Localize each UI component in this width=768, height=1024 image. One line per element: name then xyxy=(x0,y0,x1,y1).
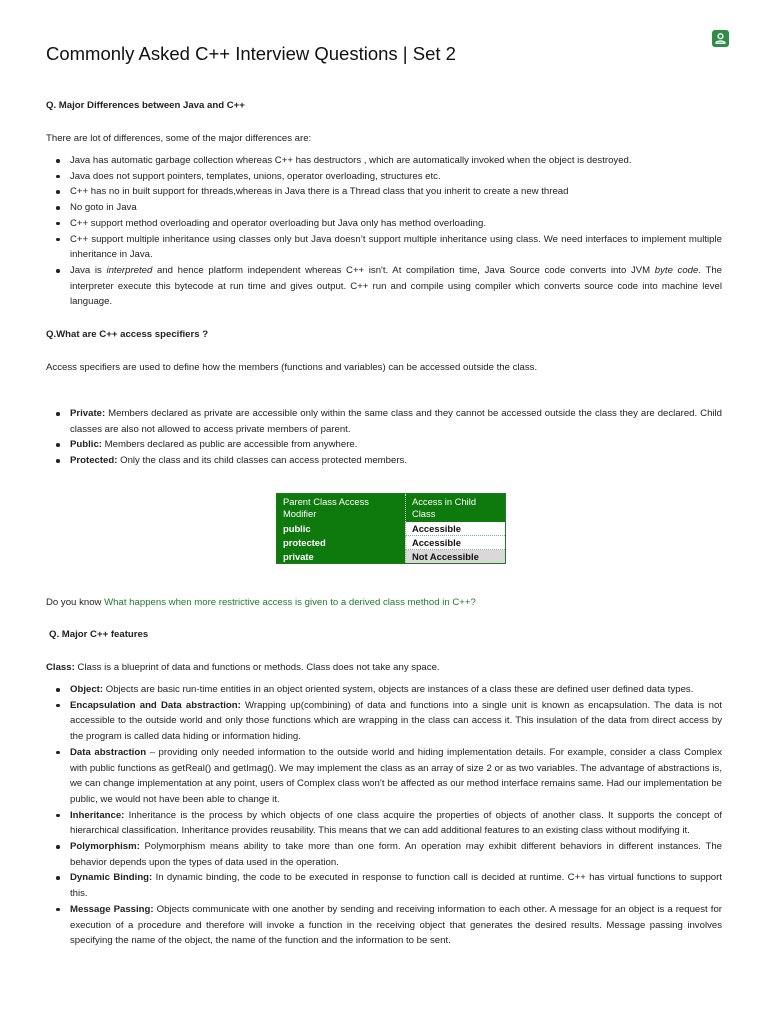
question-java-vs-cpp: Q. Major Differences between Java and C++ xyxy=(46,100,245,111)
class-definition: Class: Class is a blueprint of data and functions or methods. Class does not take any space. xyxy=(46,662,440,673)
access-modifier-table xyxy=(276,493,506,564)
list-item: Object: Objects are basic run-time entities in an object oriented system, objects are instances of a class these are defined user defined data types. xyxy=(70,682,722,698)
list-item: C++ support method overloading and operator overloading but Java only has method overloading. xyxy=(70,216,722,232)
do-you-know-line: Do you know What happens when more restrictive access is given to a derived class method in C++? xyxy=(46,597,476,608)
table-header: Parent Class Access Modifier xyxy=(277,494,406,523)
intro-text: There are lot of differences, some of the major differences are: xyxy=(46,133,312,144)
question-access-specifiers: Q.What are C++ access specifiers ? xyxy=(46,329,209,340)
features-list xyxy=(46,682,722,949)
table-cell: Accessible xyxy=(405,522,505,536)
list-item: Java has automatic garbage collection whereas C++ has destructors , which are automatically invoked when the object is destroyed. xyxy=(70,153,722,169)
list-item: C++ support multiple inheritance using classes only but Java doesn’t support multiple inheritance using class. We need interfaces to implement multiple inheritance in Java. xyxy=(70,232,722,263)
list-item: Java is interpreted and hence platform independent whereas C++ isn't. At compilation time, Java Source code converts into JVM byte code. The interpreter execute this bytecode at run time and gives output. C++ run and compile using compiler which converts source code into machine level language. xyxy=(70,263,722,310)
table-cell: public xyxy=(277,522,406,536)
list-item: C++ has no in built support for threads,whereas in Java there is a Thread class that you inherit to create a new thread xyxy=(70,184,722,200)
list-item: Dynamic Binding: In dynamic binding, the code to be executed in response to function call is decided at runtime. C++ has virtual functions to support this. xyxy=(70,870,722,901)
list-item: Public: Members declared as public are accessible from anywhere. xyxy=(70,437,722,453)
list-item: Polymorphism: Polymorphism means ability to take more than one form. An operation may exhibit different behaviors in different instances. The behavior depends upon the types of data used in the operation. xyxy=(70,839,722,870)
list-item: Encapsulation and Data abstraction: Wrapping up(combining) of data and functions into a single unit is known as encapsulation. The data is not accessible to the outside world and only those functions which are wrapping in the class can access it. This insulation of the data from direct access by the program is called data hiding or information hiding. xyxy=(70,698,722,745)
list-item: Inheritance: Inheritance is the process by which objects of one class acquire the properties of objects of another class. It supports the concept of hierarchical classification. Inheritance provides reusability. This means that we can add additional features to an existing class without modifying it. xyxy=(70,808,722,839)
related-article-link[interactable]: What happens when more restrictive access is given to a derived class method in C++? xyxy=(104,597,476,608)
page-title: Commonly Asked C++ Interview Questions | Set 2 xyxy=(46,43,456,64)
list-item: Data abstraction – providing only needed information to the outside world and hiding implementation details. For example, consider a class Complex with public functions as getReal() and getImag(). We may implement the class as an array of size 2 or as two variables. The advantage of abstractions is, we can change implementation at any point, users of Complex class won’t be affected as our method interface remains same. Had our implementation be public, we would not have been able to change it. xyxy=(70,745,722,808)
table-row xyxy=(277,550,506,564)
list-item: No goto in Java xyxy=(70,200,722,216)
table-cell: private xyxy=(277,550,406,564)
account-icon[interactable] xyxy=(712,30,729,47)
list-item: Message Passing: Objects communicate with one another by sending and receiving information to each other. A message for an object is a request for execution of a procedure and therefore will invoke a function in the receiving object that generates the desired results. Message passing involves specifying the name of the object, the name of the function and the information to be sent. xyxy=(70,902,722,949)
table-cell: protected xyxy=(277,536,406,550)
table-row xyxy=(277,536,506,550)
access-specifiers-list xyxy=(46,406,722,469)
list-item: Java does not support pointers, templates, unions, operator overloading, structures etc. xyxy=(70,169,722,185)
list-item: Private: Members declared as private are accessible only within the same class and they cannot be accessed outside the class they are declared. Child classes are also not allowed to access private members of parent. xyxy=(70,406,722,437)
table-row xyxy=(277,522,506,536)
intro-text: Access specifiers are used to define how the members (functions and variables) can be accessed outside the class. xyxy=(46,362,538,373)
question-cpp-features: Q. Major C++ features xyxy=(49,629,149,640)
table-cell: Not Accessible xyxy=(405,550,505,564)
table-header: Access in Child Class xyxy=(405,494,505,523)
differences-list xyxy=(46,153,722,310)
table-cell: Accessible xyxy=(405,536,505,550)
list-item: Protected: Only the class and its child classes can access protected members. xyxy=(70,453,722,469)
